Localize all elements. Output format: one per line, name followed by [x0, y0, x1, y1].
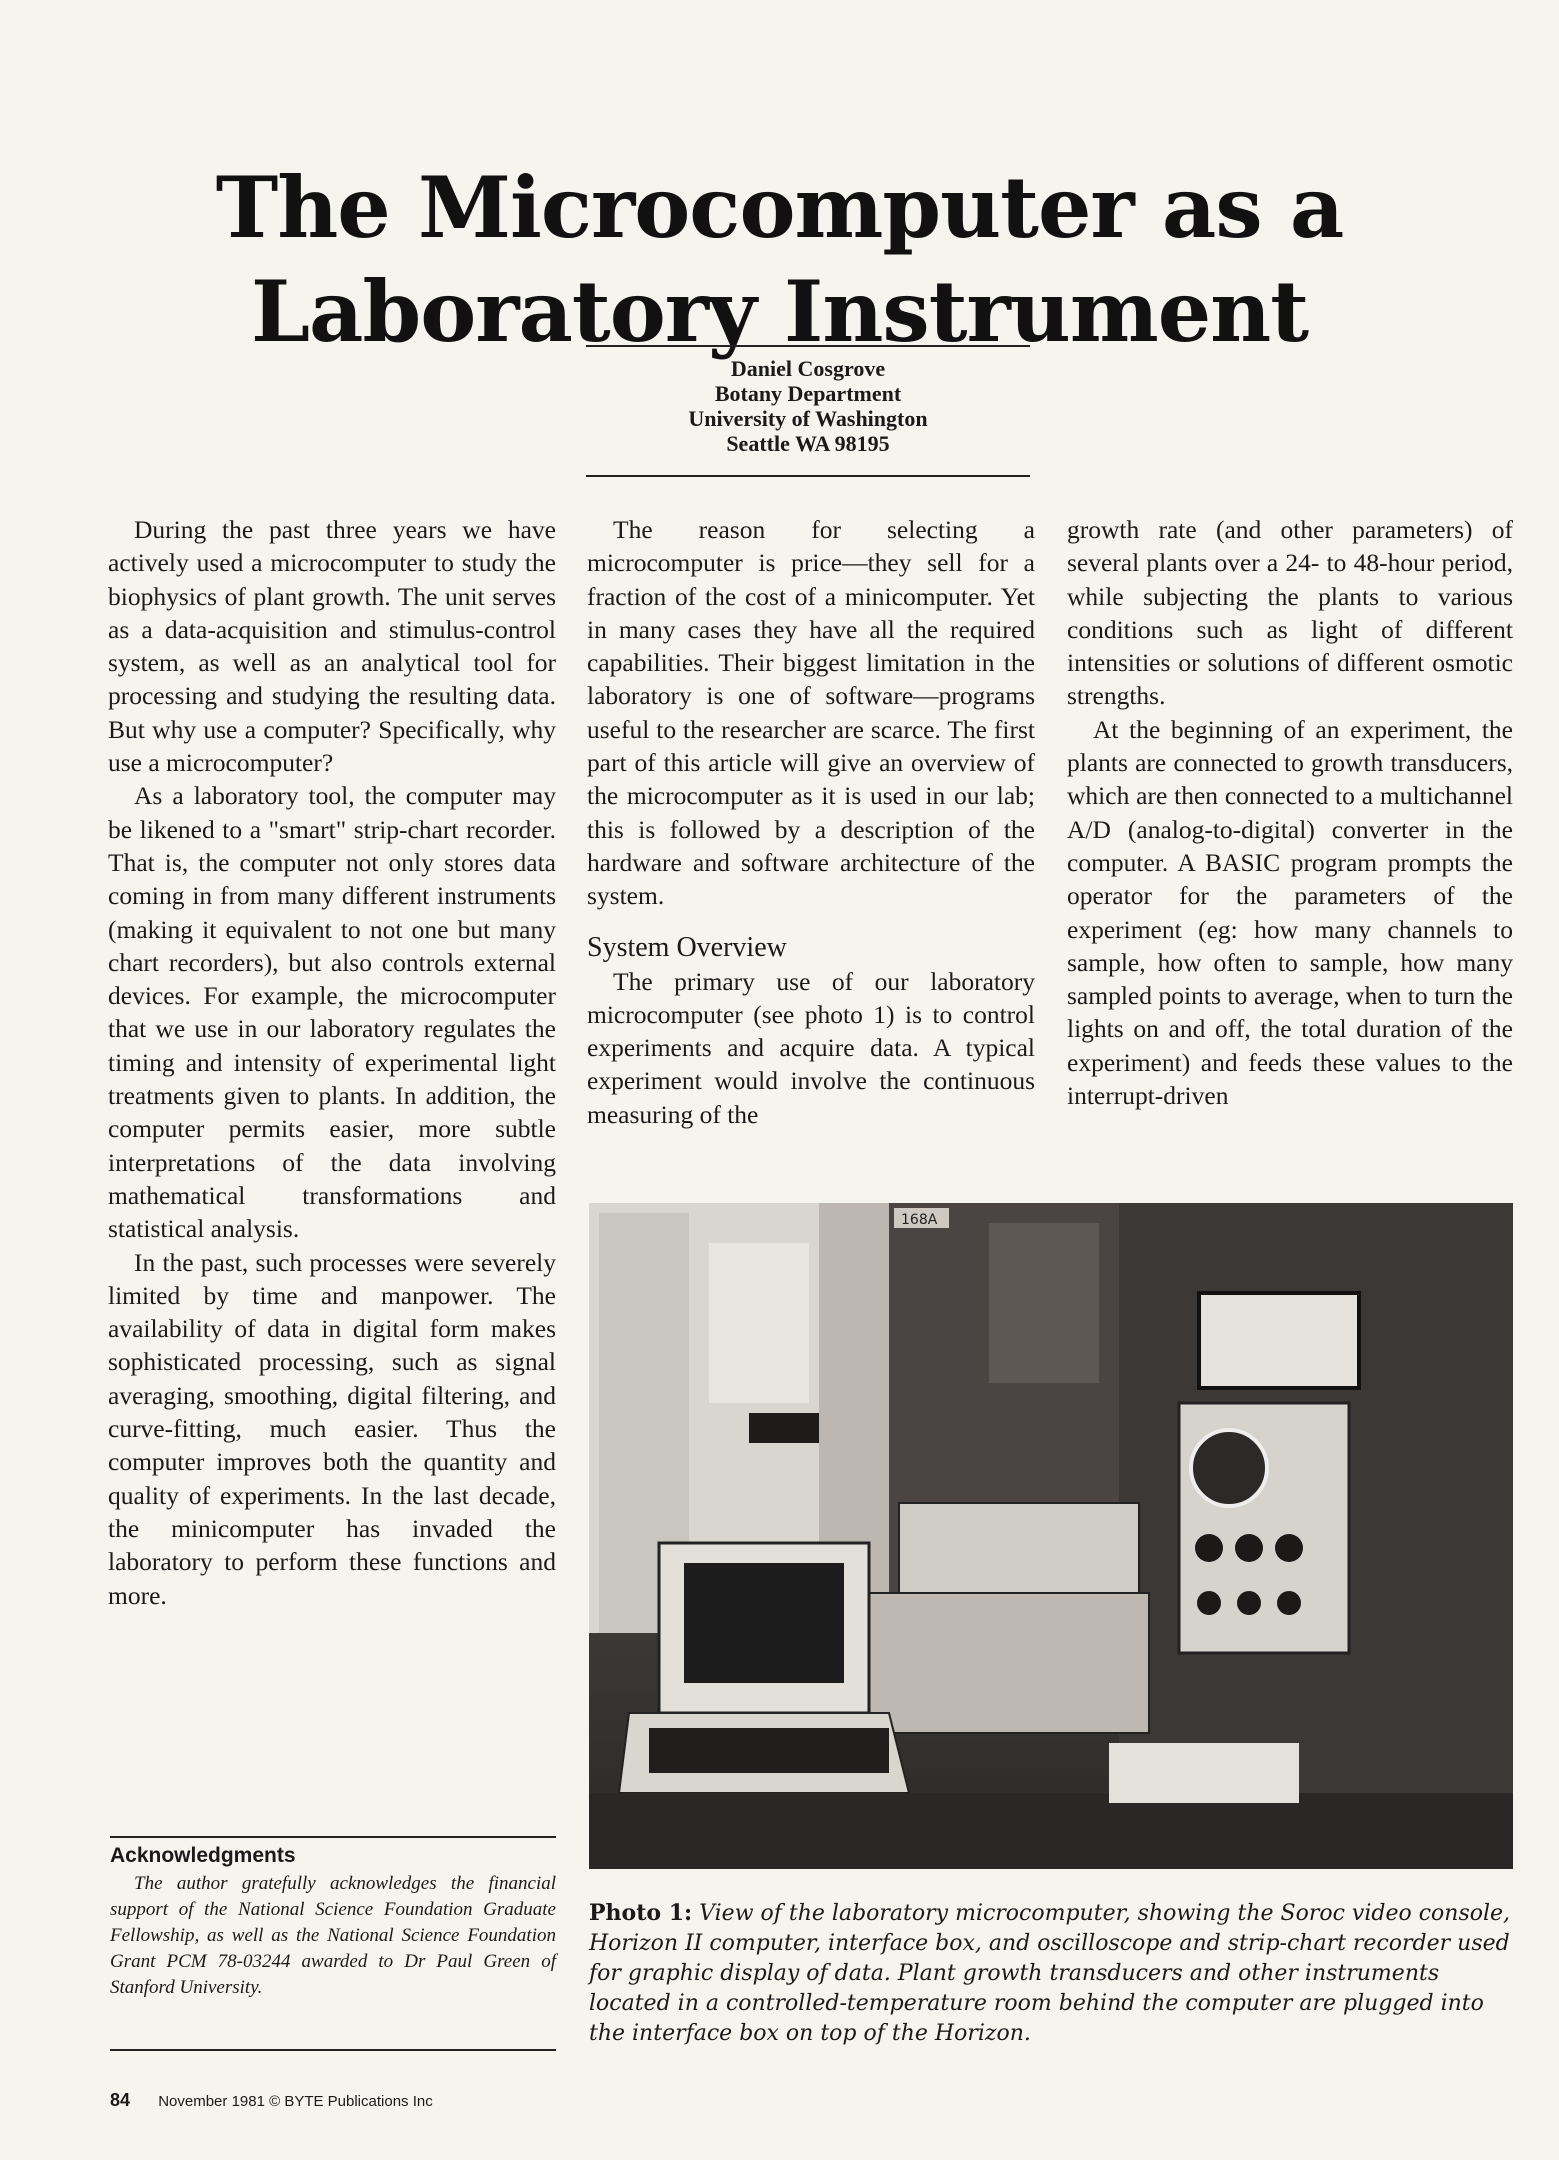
byline-top-rule: [586, 345, 1030, 347]
ack-bottom-rule: [110, 2049, 556, 2051]
author-address: Seattle WA 98195: [726, 431, 890, 456]
ack-heading: Acknowledgments: [110, 1844, 296, 1867]
body-paragraph: At the beginning of an experiment, the plants are connected to growth transducers, which are then connected to a multichannel A/D (analog-to-digital) converter in the computer. A BASIC program prompts the operator for the parameters of the experiment (eg: how many channels to sample, how often to sample, how many sampled points to average, when to turn the lights on and off, the total duration of the experiment) and feeds these values to the interrupt-driven: [1067, 714, 1513, 1111]
author-name: Daniel Cosgrove: [730, 356, 886, 381]
body-paragraph: During the past three years we have actively used a microcomputer to study the biophysics of plant growth. The unit serves as a data-acquisition and stimulus-control system, as well as an analytical tool for processing and studying the resulting data. But why use a computer? Specifically, why use a microcomputer?: [108, 515, 556, 778]
lab-photo-illustration: [589, 1203, 1513, 1869]
author-university: University of Washington: [688, 406, 928, 431]
body-paragraph: The primary use of our laboratory microcomputer (see photo 1) is to control experiments and acquire data. A typical experiment would involve the continuous measuring of the: [587, 966, 1035, 1129]
byline-bottom-rule: [586, 475, 1030, 477]
column-1: [108, 513, 556, 1612]
door-number-label: 168A: [901, 1212, 938, 1228]
body-paragraph: growth rate (and other parameters) of several plants over a 24- to 48-hour period, while subjecting the plants to various conditions such as light of different intensities or solutions of different osmotic strengths.: [1067, 515, 1513, 711]
body-paragraph: As a laboratory tool, the computer may be likened to a "smart" strip-chart recorder. That is, the computer not only stores data coming in from many different instruments (making it equivalent to not one but many chart recorders), but also controls external devices. For example, the microcomputer that we use in our laboratory regulates the timing and intensity of experimental light treatments given to plants. In addition, the computer permits easier, more subtle interpretations of the data involving mathematical transformations and statistical analysis.: [108, 781, 556, 1244]
author-department: Botany Department: [714, 381, 902, 406]
body-paragraph: The reason for selecting a microcomputer is price—they sell for a fraction of the cost of a minicomputer. Yet in many cases they have all the required capabilities. Their biggest limitation in the laboratory is one of software—programs useful to the researcher are scarce. The first part of this article will give an overview of the microcomputer as it is used in our lab; this is followed by a description of the hardware and software architecture of the system.: [587, 515, 1035, 911]
body-paragraph: In the past, such processes were severely limited by time and manpower. The availability of data in digital form makes sophisticated processing, such as signal averaging, smoothing, digital filtering, and curve-fitting, much easier. Thus the computer improves both the quantity and quality of experiments. In the last decade, the minicomputer has invaded the laboratory to perform these functions and more.: [108, 1247, 556, 1610]
article-title: The Microcomputer as a Laboratory Instrument: [215, 158, 1344, 362]
acknowledgments: [110, 1843, 556, 2001]
caption-label: Photo 1:: [589, 1900, 693, 1926]
photo-caption: [589, 1898, 1513, 2049]
column-3: [1067, 513, 1513, 1112]
ack-text: The author gratefully acknowledges the financial support of the National Science Foundation Graduate Fellowship, as well as the National Science Foundation Grant PCM 78-03244 awarded to Dr Paul Green of Stanford University.: [110, 1873, 556, 1998]
ack-top-rule: [110, 1836, 556, 1838]
page-footer: [110, 2090, 433, 2111]
byline: [586, 356, 1030, 456]
page-number: 84: [110, 2090, 131, 2110]
lab-photo: [589, 1203, 1513, 1869]
section-heading: System Overview: [587, 931, 787, 963]
footer-text: November 1981 © BYTE Publications Inc: [158, 2093, 433, 2110]
column-2: [587, 513, 1035, 1131]
caption-text: View of the laboratory microcomputer, showing the Soroc video console, Horizon II computer, interface box, and oscilloscope and strip-chart recorder used for graphic display of data. Plant growth transducers and other instruments located in a controlled-temperature room behind the computer are plugged into the interface box on top of the Horizon.: [589, 1901, 1511, 2046]
